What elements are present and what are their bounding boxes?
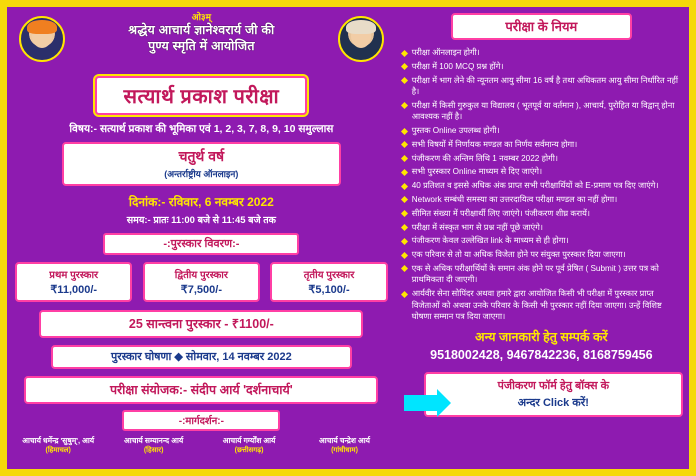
guide-place: (छत्तीसगढ़) <box>234 447 264 454</box>
prize-item <box>143 262 260 302</box>
guide-name: आचार्य सम्यानन्द आर्य <box>124 436 184 445</box>
registration-box[interactable] <box>424 372 683 417</box>
guide-item <box>108 436 198 456</box>
prize-rank: प्रथम पुरस्कार <box>49 270 99 281</box>
rule-item: सभी पुरस्कार Online माध्यम से दिए जाएंगे। <box>402 166 681 177</box>
registration-line-2: अन्दर Click करें! <box>517 397 589 410</box>
guide-place: (हिसार) <box>143 447 164 454</box>
rule-item: पंजीकरण की अन्तिम तिथि 1 नवम्बर 2022 होगी। <box>402 153 681 164</box>
prize-amount: ₹11,000/- <box>50 284 98 296</box>
subject-line: विषय:- सत्यार्थ प्रकाश की भूमिका एवं 1, 2, 3, 7, 8, 9, 10 समुल्लास <box>69 123 334 135</box>
guide-place: (गांधीधाम) <box>331 447 358 454</box>
rule-item: सभी विषयों में निर्णायक मण्डल का निर्णय सर्वमान्य होगा। <box>402 139 681 150</box>
guide-place: (हिमाचल) <box>45 447 71 454</box>
turban-shape <box>27 20 57 34</box>
result-announcement: पुरस्कार घोषणा ◆ सोमवार, 14 नवम्बर 2022 <box>51 345 352 369</box>
exam-organiser: परीक्षा संयोजक:- संदीप आर्य 'दर्शनाचार्य' <box>24 376 378 404</box>
guide-name: आचार्य चन्द्रेश आर्य <box>318 436 371 445</box>
rule-item: परीक्षा में संस्कृत भाग से प्रश्न नहीं पूछे जाएंगे। <box>402 222 681 233</box>
poster-inner <box>5 5 691 471</box>
rule-item: परीक्षा में 100 MCQ प्रश्न होंगे। <box>402 61 681 72</box>
year-box <box>62 142 341 186</box>
guide-name: आचार्य गर्ग्योंश आर्य <box>222 436 276 445</box>
prize-heading: -:पुरस्कार विवरण:- <box>103 233 299 255</box>
rule-item: आर्यवीर सेना सोपिंदर अथवा हमारे द्वारा आयोजित किसी भी परीक्षा में पुरस्कार प्राप्त विजेताओं को अथवा उनके परिवार के किसी भी पुरस्कार नहीं दिया जाएगा। उन्हें विशिष्ट घोषणा सम्मान पत्र दिया जाएगा। <box>402 288 681 322</box>
rule-item: एक से अधिक परीक्षार्थियों के समान अंक होने पर पूर्व प्रेषित ( Submit ) उत्तर पत्र को प्राथमिकता दी जाएगी। <box>402 263 681 286</box>
title-wrapper <box>13 76 390 115</box>
exam-date: दिनांक:- रविवार, 6 नवम्बर 2022 <box>128 195 274 209</box>
page-title: सत्यार्थ प्रकाश परीक्षा <box>95 76 307 115</box>
header-line-2: पुण्य स्मृति में आयोजित <box>148 39 255 53</box>
guide-item <box>299 436 389 456</box>
right-column <box>396 7 689 469</box>
prize-item <box>15 262 132 302</box>
portrait-right <box>338 16 384 62</box>
guide-list <box>13 436 390 456</box>
year-label: चतुर्थ वर्ष <box>178 148 225 164</box>
arrow-shape <box>404 395 438 411</box>
header-line-1: श्रद्धेय आचार्य ज्ञानेश्वरार्य जी की <box>128 23 275 37</box>
prize-list <box>13 262 390 302</box>
rule-item: परीक्षा ऑनलाइन होगी। <box>402 47 681 58</box>
prize-amount: ₹5,100/- <box>308 284 350 296</box>
rule-item: परीक्षा में किसी गुरुकुल या विद्यालय ( भूतपूर्व या वर्तमान ), आचार्य, पुरोहित या विद्वान् होना आवश्यक नहीं है। <box>402 100 681 123</box>
portrait-left <box>19 16 65 62</box>
contact-heading: अन्य जानकारी हेतु सम्पर्क करें <box>475 330 608 345</box>
rule-item: 40 प्रतिशत व इससे अधिक अंक प्राप्त सभी परीक्षार्थियों को E-प्रमाण पत्र दिए जाएंगे। <box>402 180 681 191</box>
prize-rank: द्वितीय पुरस्कार <box>174 270 228 281</box>
prize-rank: तृतीय पुरस्कार <box>303 270 355 281</box>
exam-time: समय:- प्रातः 11:00 बजे से 11:45 बजे तक <box>126 215 276 226</box>
contact-numbers[interactable]: 9518002428, 9467842236, 8168759456 <box>430 348 653 363</box>
poster-columns <box>7 7 689 469</box>
registration-line-1: पंजीकरण फॉर्म हेतु बॉक्स के <box>497 380 610 393</box>
rule-item: पुस्तक Online उपलब्ध होगी। <box>402 125 681 136</box>
om-symbol: ओ३म् <box>191 12 211 22</box>
header <box>13 12 390 74</box>
rule-item: परीक्षा में भाग लेने की न्यूनतम आयु सीमा 16 वर्ष है तथा अधिकतम आयु सीमा निर्धारित नहीं है। <box>402 75 681 98</box>
rule-item: Network सम्बंधी समस्या का उत्तरदायित्व परीक्षा मण्डल का नहीं होगा। <box>402 194 681 205</box>
year-mode: (अन्तर्राष्ट्रीय ऑनलाइन) <box>164 169 239 179</box>
rules-heading: परीक्षा के नियम <box>451 13 632 40</box>
turban-shape <box>346 20 376 34</box>
guide-item <box>13 436 103 456</box>
prize-amount: ₹7,500/- <box>180 284 222 296</box>
guidance-heading: -:मार्गदर्शन:- <box>122 410 280 431</box>
prize-item <box>270 262 387 302</box>
rules-list <box>400 47 683 322</box>
guide-name: आचार्य धर्मेन्द्र 'सुषुम्', आर्य <box>22 436 95 445</box>
left-column <box>7 7 396 469</box>
registration-row <box>400 372 683 417</box>
consolation-prize: 25 सान्त्वना पुरस्कार - ₹1100/- <box>39 310 363 338</box>
rule-item: एक परिवार से तो या अधिक विजेता होने पर संयुक्त पुरस्कार दिया जाएगा। <box>402 249 681 260</box>
guide-item <box>204 436 294 456</box>
rule-item: सीमित संख्या में परीक्षार्थी लिए जाएंगे। पंजीकरण शीघ्र करायें। <box>402 208 681 219</box>
rule-item: पंजीकरण केवल उल्लेखित link के माध्यम से ही होगा। <box>402 235 681 246</box>
